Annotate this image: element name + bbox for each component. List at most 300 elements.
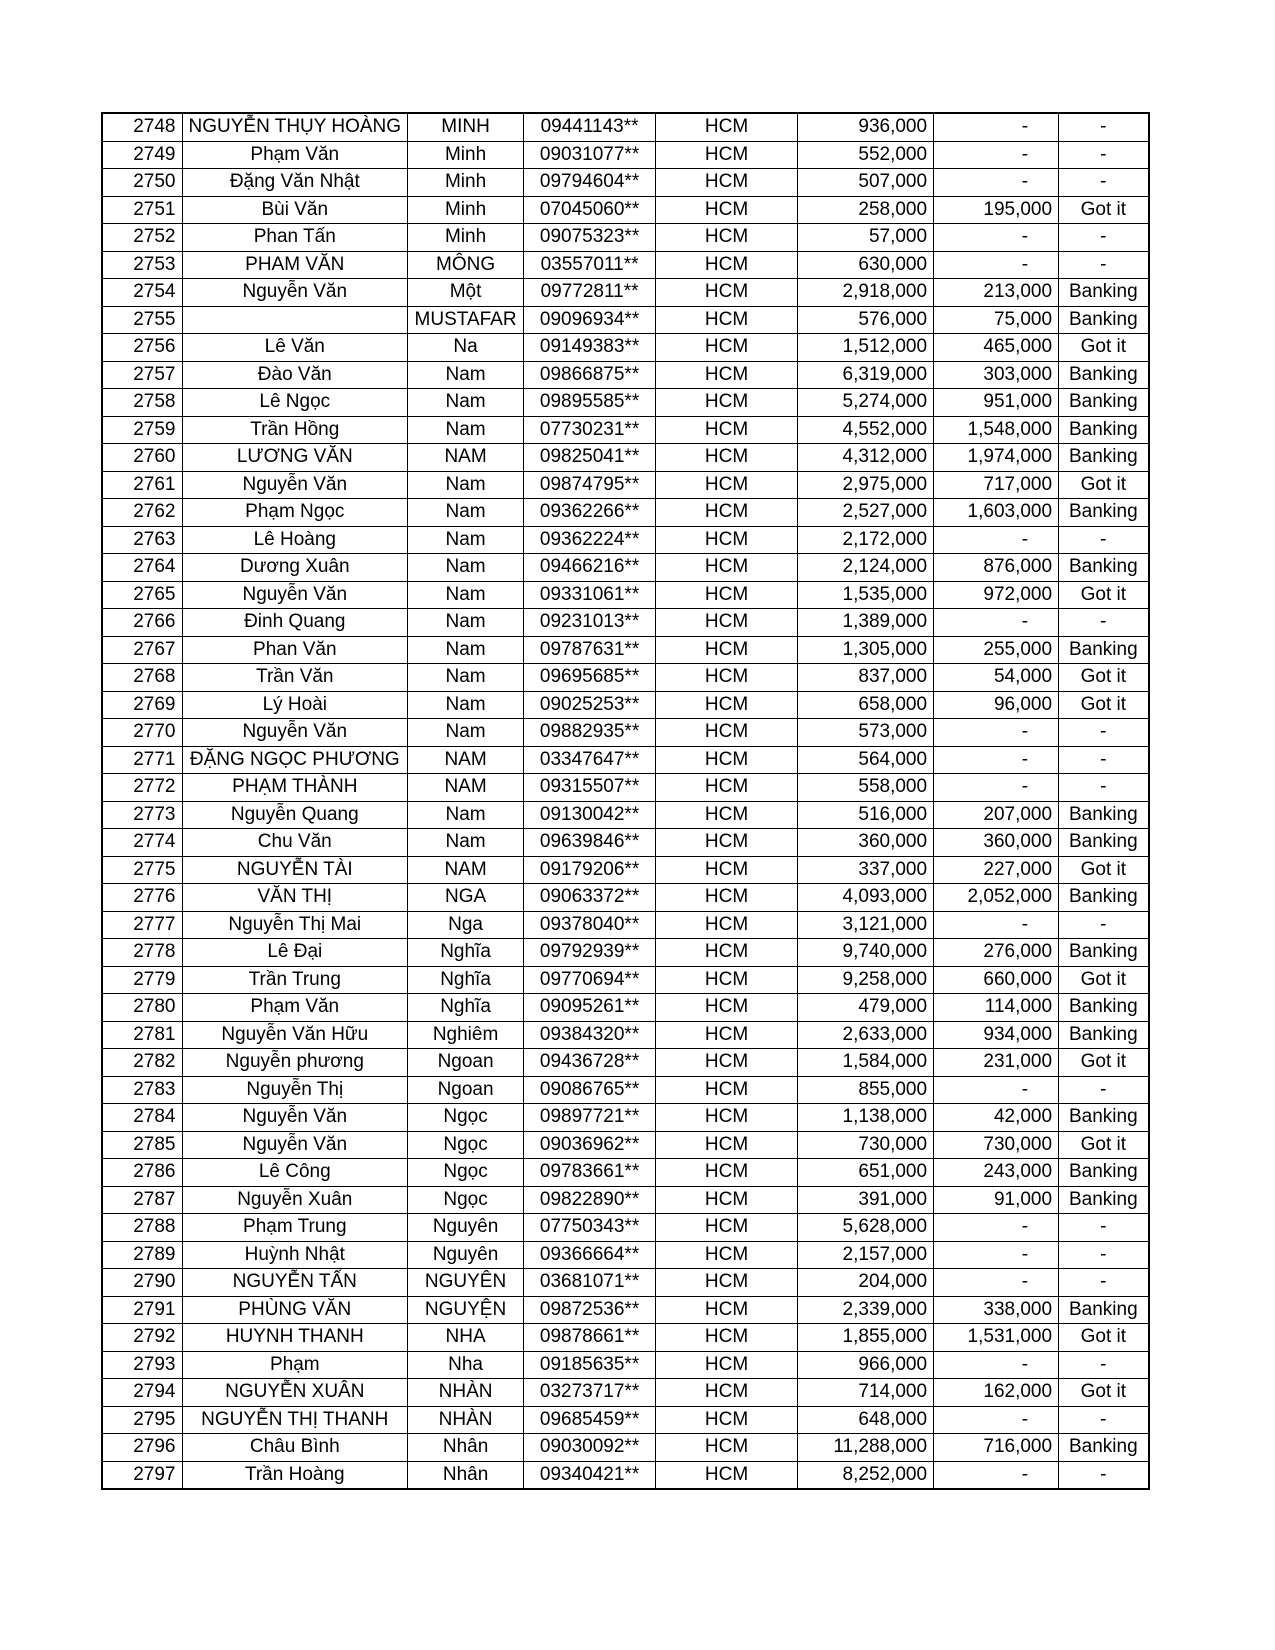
- table-row: [102, 1406, 1149, 1434]
- given-name-cell: Nam: [408, 609, 524, 637]
- surname-cell: Trần Hoàng: [182, 1461, 408, 1489]
- phone-cell: 09384320**: [524, 1021, 656, 1049]
- city-cell: HCM: [656, 1104, 798, 1132]
- paid-amount-cell: 231,000: [934, 1049, 1059, 1077]
- table-row: [102, 994, 1149, 1022]
- surname-cell: NGUYỄN THỤY HOÀNG: [182, 113, 408, 141]
- row-number: 2771: [102, 746, 182, 774]
- paid-amount-cell: -: [934, 1461, 1059, 1489]
- city-cell: HCM: [656, 306, 798, 334]
- total-amount-cell: 1,138,000: [798, 1104, 934, 1132]
- table-row: [102, 884, 1149, 912]
- total-amount-cell: 4,093,000: [798, 884, 934, 912]
- total-amount-cell: 8,252,000: [798, 1461, 934, 1489]
- surname-cell: Nguyễn Xuân: [182, 1186, 408, 1214]
- payment-method-cell: -: [1059, 251, 1149, 279]
- total-amount-cell: 2,975,000: [798, 471, 934, 499]
- total-amount-cell: 57,000: [798, 224, 934, 252]
- payment-method-cell: Banking: [1059, 1186, 1149, 1214]
- city-cell: HCM: [656, 251, 798, 279]
- surname-cell: Đào Văn: [182, 361, 408, 389]
- phone-cell: 09466216**: [524, 554, 656, 582]
- phone-cell: 07730231**: [524, 416, 656, 444]
- phone-cell: 09436728**: [524, 1049, 656, 1077]
- given-name-cell: Nam: [408, 471, 524, 499]
- payment-method-cell: Banking: [1059, 884, 1149, 912]
- paid-amount-cell: 876,000: [934, 554, 1059, 582]
- city-cell: HCM: [656, 691, 798, 719]
- table-row: [102, 1324, 1149, 1352]
- phone-cell: 09872536**: [524, 1296, 656, 1324]
- row-number: 2796: [102, 1434, 182, 1462]
- city-cell: HCM: [656, 911, 798, 939]
- given-name-cell: Nam: [408, 801, 524, 829]
- surname-cell: HUYNH THANH: [182, 1324, 408, 1352]
- paid-amount-cell: 42,000: [934, 1104, 1059, 1132]
- payment-method-cell: Got it: [1059, 334, 1149, 362]
- table-row: [102, 251, 1149, 279]
- row-number: 2778: [102, 939, 182, 967]
- paid-amount-cell: -: [934, 526, 1059, 554]
- payment-method-cell: Got it: [1059, 1049, 1149, 1077]
- given-name-cell: Nam: [408, 416, 524, 444]
- paid-amount-cell: 730,000: [934, 1131, 1059, 1159]
- payment-method-cell: Banking: [1059, 1296, 1149, 1324]
- table-row: [102, 1434, 1149, 1462]
- paid-amount-cell: -: [934, 169, 1059, 197]
- total-amount-cell: 9,740,000: [798, 939, 934, 967]
- given-name-cell: Nam: [408, 499, 524, 527]
- payment-method-cell: Banking: [1059, 801, 1149, 829]
- payment-method-cell: Got it: [1059, 196, 1149, 224]
- total-amount-cell: 2,172,000: [798, 526, 934, 554]
- table-row: [102, 196, 1149, 224]
- city-cell: HCM: [656, 361, 798, 389]
- row-number: 2753: [102, 251, 182, 279]
- city-cell: HCM: [656, 1324, 798, 1352]
- given-name-cell: Minh: [408, 169, 524, 197]
- row-number: 2772: [102, 774, 182, 802]
- paid-amount-cell: -: [934, 224, 1059, 252]
- row-number: 2779: [102, 966, 182, 994]
- given-name-cell: Nam: [408, 691, 524, 719]
- phone-cell: 09770694**: [524, 966, 656, 994]
- table-row: [102, 581, 1149, 609]
- given-name-cell: Nam: [408, 636, 524, 664]
- total-amount-cell: 204,000: [798, 1269, 934, 1297]
- payment-method-cell: Banking: [1059, 361, 1149, 389]
- given-name-cell: NAM: [408, 856, 524, 884]
- given-name-cell: Nhân: [408, 1461, 524, 1489]
- total-amount-cell: 1,512,000: [798, 334, 934, 362]
- paid-amount-cell: 717,000: [934, 471, 1059, 499]
- paid-amount-cell: 1,548,000: [934, 416, 1059, 444]
- row-number: 2777: [102, 911, 182, 939]
- total-amount-cell: 630,000: [798, 251, 934, 279]
- paid-amount-cell: -: [934, 746, 1059, 774]
- payment-method-cell: -: [1059, 1241, 1149, 1269]
- given-name-cell: Minh: [408, 141, 524, 169]
- phone-cell: 09063372**: [524, 884, 656, 912]
- given-name-cell: Ngọc: [408, 1104, 524, 1132]
- row-number: 2759: [102, 416, 182, 444]
- phone-cell: 03681071**: [524, 1269, 656, 1297]
- table-row: [102, 471, 1149, 499]
- surname-cell: Nguyễn Thị: [182, 1076, 408, 1104]
- surname-cell: Nguyễn Văn Hữu: [182, 1021, 408, 1049]
- given-name-cell: Nam: [408, 389, 524, 417]
- phone-cell: 09086765**: [524, 1076, 656, 1104]
- surname-cell: Nguyễn Văn: [182, 719, 408, 747]
- payment-method-cell: Got it: [1059, 966, 1149, 994]
- paid-amount-cell: -: [934, 719, 1059, 747]
- phone-cell: 09787631**: [524, 636, 656, 664]
- paid-amount-cell: 934,000: [934, 1021, 1059, 1049]
- row-number: 2790: [102, 1269, 182, 1297]
- payment-method-cell: Banking: [1059, 389, 1149, 417]
- phone-cell: 09792939**: [524, 939, 656, 967]
- given-name-cell: NGUYÊN: [408, 1269, 524, 1297]
- paid-amount-cell: 213,000: [934, 279, 1059, 307]
- row-number: 2762: [102, 499, 182, 527]
- phone-cell: 09822890**: [524, 1186, 656, 1214]
- city-cell: HCM: [656, 719, 798, 747]
- total-amount-cell: 2,633,000: [798, 1021, 934, 1049]
- surname-cell: Phan Văn: [182, 636, 408, 664]
- city-cell: HCM: [656, 1296, 798, 1324]
- surname-cell: Trần Hồng: [182, 416, 408, 444]
- city-cell: HCM: [656, 994, 798, 1022]
- paid-amount-cell: 465,000: [934, 334, 1059, 362]
- total-amount-cell: 4,312,000: [798, 444, 934, 472]
- payment-method-cell: Banking: [1059, 554, 1149, 582]
- total-amount-cell: 516,000: [798, 801, 934, 829]
- city-cell: HCM: [656, 774, 798, 802]
- payment-method-cell: Banking: [1059, 636, 1149, 664]
- surname-cell: NGUYỄN XUÂN: [182, 1379, 408, 1407]
- given-name-cell: Một: [408, 279, 524, 307]
- row-number: 2758: [102, 389, 182, 417]
- total-amount-cell: 2,339,000: [798, 1296, 934, 1324]
- surname-cell: Nguyễn Văn: [182, 471, 408, 499]
- row-number: 2755: [102, 306, 182, 334]
- surname-cell: Lý Hoài: [182, 691, 408, 719]
- paid-amount-cell: -: [934, 1076, 1059, 1104]
- surname-cell: Bùi Văn: [182, 196, 408, 224]
- given-name-cell: Nguyên: [408, 1241, 524, 1269]
- given-name-cell: Nam: [408, 361, 524, 389]
- total-amount-cell: 1,584,000: [798, 1049, 934, 1077]
- given-name-cell: Nghĩa: [408, 994, 524, 1022]
- paid-amount-cell: 162,000: [934, 1379, 1059, 1407]
- surname-cell: NGUYỄN TÀI: [182, 856, 408, 884]
- row-number: 2793: [102, 1351, 182, 1379]
- paid-amount-cell: -: [934, 609, 1059, 637]
- city-cell: HCM: [656, 1461, 798, 1489]
- row-number: 2791: [102, 1296, 182, 1324]
- total-amount-cell: 648,000: [798, 1406, 934, 1434]
- payment-method-cell: Banking: [1059, 306, 1149, 334]
- city-cell: HCM: [656, 1214, 798, 1242]
- phone-cell: 09130042**: [524, 801, 656, 829]
- payment-method-cell: -: [1059, 609, 1149, 637]
- row-number: 2748: [102, 113, 182, 141]
- table-row: [102, 1296, 1149, 1324]
- table-row: [102, 856, 1149, 884]
- row-number: 2780: [102, 994, 182, 1022]
- phone-cell: 09036962**: [524, 1131, 656, 1159]
- payment-method-cell: -: [1059, 774, 1149, 802]
- city-cell: HCM: [656, 1131, 798, 1159]
- payment-method-cell: Got it: [1059, 664, 1149, 692]
- given-name-cell: Ngọc: [408, 1131, 524, 1159]
- row-number: 2770: [102, 719, 182, 747]
- table-row: [102, 389, 1149, 417]
- city-cell: HCM: [656, 856, 798, 884]
- total-amount-cell: 1,305,000: [798, 636, 934, 664]
- payment-method-cell: Got it: [1059, 691, 1149, 719]
- row-number: 2766: [102, 609, 182, 637]
- city-cell: HCM: [656, 526, 798, 554]
- paid-amount-cell: -: [934, 1241, 1059, 1269]
- payment-method-cell: Banking: [1059, 1104, 1149, 1132]
- phone-cell: 09025253**: [524, 691, 656, 719]
- city-cell: HCM: [656, 1186, 798, 1214]
- total-amount-cell: 837,000: [798, 664, 934, 692]
- row-number: 2764: [102, 554, 182, 582]
- row-number: 2787: [102, 1186, 182, 1214]
- table-row: [102, 279, 1149, 307]
- payment-method-cell: -: [1059, 224, 1149, 252]
- phone-cell: 09315507**: [524, 774, 656, 802]
- table-row: [102, 1351, 1149, 1379]
- total-amount-cell: 1,855,000: [798, 1324, 934, 1352]
- total-amount-cell: 3,121,000: [798, 911, 934, 939]
- row-number: 2756: [102, 334, 182, 362]
- total-amount-cell: 258,000: [798, 196, 934, 224]
- city-cell: HCM: [656, 169, 798, 197]
- paid-amount-cell: 1,603,000: [934, 499, 1059, 527]
- city-cell: HCM: [656, 113, 798, 141]
- row-number: 2788: [102, 1214, 182, 1242]
- row-number: 2754: [102, 279, 182, 307]
- table-row: [102, 526, 1149, 554]
- phone-cell: 09895585**: [524, 389, 656, 417]
- given-name-cell: Minh: [408, 224, 524, 252]
- city-cell: HCM: [656, 1076, 798, 1104]
- payment-method-cell: -: [1059, 113, 1149, 141]
- city-cell: HCM: [656, 609, 798, 637]
- phone-cell: 03273717**: [524, 1379, 656, 1407]
- given-name-cell: Nam: [408, 664, 524, 692]
- surname-cell: Nguyễn Văn: [182, 279, 408, 307]
- row-number: 2797: [102, 1461, 182, 1489]
- paid-amount-cell: -: [934, 251, 1059, 279]
- given-name-cell: Na: [408, 334, 524, 362]
- city-cell: HCM: [656, 416, 798, 444]
- row-number: 2752: [102, 224, 182, 252]
- row-number: 2792: [102, 1324, 182, 1352]
- table-row: [102, 691, 1149, 719]
- payment-method-cell: Banking: [1059, 1021, 1149, 1049]
- table-row: [102, 1049, 1149, 1077]
- table-row: [102, 141, 1149, 169]
- paid-amount-cell: -: [934, 1269, 1059, 1297]
- row-number: 2757: [102, 361, 182, 389]
- city-cell: HCM: [656, 939, 798, 967]
- surname-cell: Châu Bình: [182, 1434, 408, 1462]
- given-name-cell: Nghĩa: [408, 966, 524, 994]
- surname-cell: Nguyễn Quang: [182, 801, 408, 829]
- total-amount-cell: 552,000: [798, 141, 934, 169]
- table-row: [102, 1461, 1149, 1489]
- paid-amount-cell: -: [934, 1351, 1059, 1379]
- phone-cell: 09331061**: [524, 581, 656, 609]
- paid-amount-cell: -: [934, 113, 1059, 141]
- city-cell: HCM: [656, 1269, 798, 1297]
- row-number: 2765: [102, 581, 182, 609]
- city-cell: HCM: [656, 1434, 798, 1462]
- total-amount-cell: 658,000: [798, 691, 934, 719]
- total-amount-cell: 558,000: [798, 774, 934, 802]
- row-number: 2774: [102, 829, 182, 857]
- city-cell: HCM: [656, 581, 798, 609]
- total-amount-cell: 564,000: [798, 746, 934, 774]
- paid-amount-cell: 243,000: [934, 1159, 1059, 1187]
- surname-cell: Phạm Văn: [182, 994, 408, 1022]
- paid-amount-cell: 660,000: [934, 966, 1059, 994]
- city-cell: HCM: [656, 746, 798, 774]
- surname-cell: VĂN THỊ: [182, 884, 408, 912]
- payment-method-cell: -: [1059, 1214, 1149, 1242]
- total-amount-cell: 9,258,000: [798, 966, 934, 994]
- city-cell: HCM: [656, 444, 798, 472]
- total-amount-cell: 2,527,000: [798, 499, 934, 527]
- table-row: [102, 1104, 1149, 1132]
- table-row: [102, 1159, 1149, 1187]
- surname-cell: Đặng Văn Nhật: [182, 169, 408, 197]
- phone-cell: 09882935**: [524, 719, 656, 747]
- surname-cell: Phạm Văn: [182, 141, 408, 169]
- table-row: [102, 609, 1149, 637]
- city-cell: HCM: [656, 196, 798, 224]
- row-number: 2781: [102, 1021, 182, 1049]
- row-number: 2784: [102, 1104, 182, 1132]
- payment-method-cell: Banking: [1059, 1434, 1149, 1462]
- payment-method-cell: -: [1059, 719, 1149, 747]
- table-row: [102, 169, 1149, 197]
- paid-amount-cell: 91,000: [934, 1186, 1059, 1214]
- surname-cell: NGUYỄN TẤN: [182, 1269, 408, 1297]
- row-number: 2782: [102, 1049, 182, 1077]
- phone-cell: 09362266**: [524, 499, 656, 527]
- row-number: 2760: [102, 444, 182, 472]
- city-cell: HCM: [656, 1379, 798, 1407]
- table-row: [102, 306, 1149, 334]
- table-row: [102, 361, 1149, 389]
- table-row: [102, 113, 1149, 141]
- payment-method-cell: -: [1059, 1461, 1149, 1489]
- table-row: [102, 829, 1149, 857]
- city-cell: HCM: [656, 1241, 798, 1269]
- table-row: [102, 416, 1149, 444]
- table-row: [102, 636, 1149, 664]
- surname-cell: Lê Hoàng: [182, 526, 408, 554]
- given-name-cell: Nam: [408, 719, 524, 747]
- surname-cell: Nguyễn Văn: [182, 581, 408, 609]
- given-name-cell: NAM: [408, 774, 524, 802]
- surname-cell: Nguyễn Văn: [182, 1131, 408, 1159]
- total-amount-cell: 391,000: [798, 1186, 934, 1214]
- payment-method-cell: Got it: [1059, 1324, 1149, 1352]
- paid-amount-cell: 255,000: [934, 636, 1059, 664]
- payment-method-cell: Banking: [1059, 994, 1149, 1022]
- paid-amount-cell: 54,000: [934, 664, 1059, 692]
- surname-cell: Trần Văn: [182, 664, 408, 692]
- phone-cell: 09179206**: [524, 856, 656, 884]
- total-amount-cell: 2,918,000: [798, 279, 934, 307]
- total-amount-cell: 5,628,000: [798, 1214, 934, 1242]
- given-name-cell: Minh: [408, 196, 524, 224]
- city-cell: HCM: [656, 636, 798, 664]
- table-row: [102, 1076, 1149, 1104]
- given-name-cell: Nam: [408, 526, 524, 554]
- payment-method-cell: -: [1059, 1076, 1149, 1104]
- total-amount-cell: 2,157,000: [798, 1241, 934, 1269]
- surname-cell: ĐẶNG NGỌC PHƯƠNG: [182, 746, 408, 774]
- row-number: 2769: [102, 691, 182, 719]
- table-row: [102, 554, 1149, 582]
- city-cell: HCM: [656, 499, 798, 527]
- payment-method-cell: -: [1059, 911, 1149, 939]
- paid-amount-cell: -: [934, 774, 1059, 802]
- row-number: 2749: [102, 141, 182, 169]
- payment-method-cell: Got it: [1059, 1131, 1149, 1159]
- total-amount-cell: 573,000: [798, 719, 934, 747]
- phone-cell: 09149383**: [524, 334, 656, 362]
- paid-amount-cell: 303,000: [934, 361, 1059, 389]
- given-name-cell: Nam: [408, 581, 524, 609]
- phone-cell: 09772811**: [524, 279, 656, 307]
- total-amount-cell: 5,274,000: [798, 389, 934, 417]
- table-row: [102, 746, 1149, 774]
- phone-cell: 07750343**: [524, 1214, 656, 1242]
- phone-cell: 09031077**: [524, 141, 656, 169]
- total-amount-cell: 6,319,000: [798, 361, 934, 389]
- phone-cell: 03347647**: [524, 746, 656, 774]
- paid-amount-cell: 195,000: [934, 196, 1059, 224]
- total-amount-cell: 11,288,000: [798, 1434, 934, 1462]
- given-name-cell: Ngọc: [408, 1186, 524, 1214]
- table-row: [102, 1241, 1149, 1269]
- phone-cell: 09897721**: [524, 1104, 656, 1132]
- given-name-cell: Nga: [408, 911, 524, 939]
- total-amount-cell: 651,000: [798, 1159, 934, 1187]
- city-cell: HCM: [656, 884, 798, 912]
- table-row: [102, 334, 1149, 362]
- payment-method-cell: Banking: [1059, 444, 1149, 472]
- total-amount-cell: 4,552,000: [798, 416, 934, 444]
- payment-method-cell: Banking: [1059, 939, 1149, 967]
- city-cell: HCM: [656, 1159, 798, 1187]
- row-number: 2763: [102, 526, 182, 554]
- total-amount-cell: 1,389,000: [798, 609, 934, 637]
- total-amount-cell: 730,000: [798, 1131, 934, 1159]
- phone-cell: 09639846**: [524, 829, 656, 857]
- row-number: 2767: [102, 636, 182, 664]
- table-row: [102, 1269, 1149, 1297]
- given-name-cell: MÔNG: [408, 251, 524, 279]
